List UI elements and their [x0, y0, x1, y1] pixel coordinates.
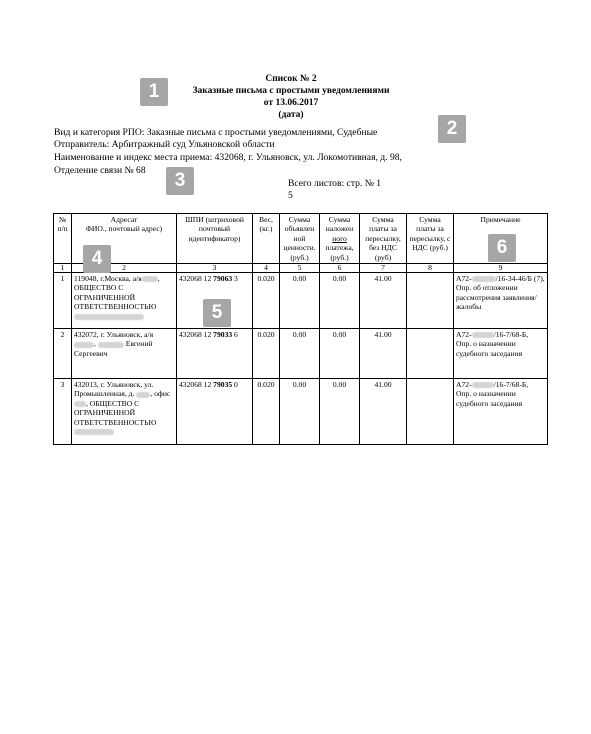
redaction-mark	[74, 342, 94, 348]
note-part: А72-	[456, 380, 472, 390]
row-fee-vat	[407, 329, 454, 379]
header-declared-line2: (руб.)	[290, 252, 309, 262]
index-cell: 4	[253, 264, 280, 273]
row-weight: 0.020	[253, 273, 280, 329]
addr-part: 432013, г. Ульяновск, ул. Промышленная, д.	[74, 380, 154, 399]
note-part: /16-34-46/Б (7), Опр. об отложении рассмотрения заявления/жалобы	[456, 274, 545, 312]
sender: Отправитель: Арбитражный суд Ульяновской области	[54, 139, 275, 150]
index-cell: 5	[280, 264, 320, 273]
redaction-mark	[74, 401, 86, 407]
index-cell: 8	[407, 264, 454, 273]
mail-register-table	[53, 213, 548, 445]
row-weight: 0.020	[253, 329, 280, 379]
row-num: 1	[54, 273, 72, 329]
addr-part: 119048, г.Москва, а/я	[74, 274, 142, 284]
annotation-badge-5: 5	[203, 299, 231, 327]
annotation-badge-1: 1	[140, 78, 168, 106]
addr-part: Евгений Сергеевич	[74, 339, 153, 358]
note-part: /16-7/68-Б, Опр. о назначении судебного заседания	[456, 380, 529, 408]
sheets-label: Всего листов: стр. № 1	[288, 178, 382, 189]
list-number: Список № 2	[265, 74, 317, 84]
redaction-mark	[472, 332, 494, 338]
note-part: А72-	[456, 330, 472, 340]
column-index-row	[54, 264, 548, 273]
shpi-bold: 79033	[213, 330, 233, 340]
addr-part: , ОБЩЕСТВО С ОГРАНИЧЕННОЙ ОТВЕТСТВЕННОСТЬЮ	[74, 274, 160, 312]
annotation-badge-4: 4	[83, 245, 111, 273]
sheets-block	[288, 178, 381, 202]
list-title-block	[160, 73, 422, 121]
shpi-suffix: 0	[232, 380, 238, 390]
row-note	[454, 329, 548, 379]
header-declared-line1: Сумма объявлен ной ценности.	[283, 215, 316, 253]
row-declared: 0.00	[280, 329, 320, 379]
note-part: /16-7/68-Б, Опр. о назначении судебного заседания	[456, 330, 529, 358]
note-part: А72-	[456, 274, 472, 284]
shpi-prefix: 432068 12	[179, 330, 214, 340]
header-shpi: ШПИ (штриховой почтовый идентификатор)	[177, 214, 253, 264]
index-cell: 7	[360, 264, 407, 273]
header-addressee-line1: Адресат	[110, 215, 138, 224]
index-cell: 2	[72, 264, 177, 273]
header-cod-line1: Сумма наложен	[325, 215, 354, 234]
row-fee-no-vat: 41.00	[360, 273, 407, 329]
index-cell: 1	[54, 264, 72, 273]
row-fee-vat	[407, 273, 454, 329]
row-cod: 0.00	[320, 379, 360, 445]
acceptance-place: Наименование и индекс места приема: 432068, г. Ульяновск, ул. Локомотивная, д. 98,	[54, 152, 402, 163]
table-header-row	[54, 214, 548, 264]
shpi-bold: 79035	[213, 380, 233, 390]
row-note	[454, 379, 548, 445]
sheets-count: 5	[288, 190, 293, 201]
row-num: 2	[54, 329, 72, 379]
annotation-badge-6: 6	[488, 234, 516, 262]
row-note	[454, 273, 548, 329]
row-shpi	[177, 329, 253, 379]
header-cod	[320, 214, 360, 264]
header-num: № п/п	[54, 214, 72, 264]
header-cod-line3: платежа, (руб.)	[325, 243, 354, 262]
row-fee-no-vat: 41.00	[360, 329, 407, 379]
header-weight: Вес, (кг.)	[253, 214, 280, 264]
shpi-prefix: 432068 12	[179, 380, 214, 390]
annotation-badge-2: 2	[438, 115, 466, 143]
shpi-prefix: 432068 12	[179, 274, 214, 284]
list-type: Заказные письма с простыми уведомлениями	[192, 86, 390, 96]
list-date: от 13.06.2017	[263, 98, 319, 108]
redaction-mark	[74, 314, 144, 320]
shpi-suffix: 3	[232, 274, 238, 284]
redaction-mark	[142, 276, 158, 282]
redaction-mark	[472, 276, 496, 282]
row-shpi	[177, 379, 253, 445]
table-row	[54, 273, 548, 329]
row-fee-vat	[407, 379, 454, 445]
annotation-badge-3: 3	[166, 167, 194, 195]
addr-part: , ОБЩЕСТВО С ОГРАНИЧЕННОЙ ОТВЕТСТВЕННОСТЬЮ	[74, 398, 157, 427]
header-fee-no-vat: Сумма платы за пересылку, без НДС (руб)	[360, 214, 407, 264]
index-cell: 3	[177, 264, 253, 273]
redaction-mark	[98, 342, 124, 348]
header-fee-vat: Сумма платы за пересылку, с НДС (руб.)	[407, 214, 454, 264]
shpi-bold: 79063	[213, 274, 233, 284]
row-cod: 0.00	[320, 273, 360, 329]
redaction-mark	[472, 382, 494, 388]
table-row	[54, 329, 548, 379]
row-declared: 0.00	[280, 379, 320, 445]
date-caption: (дата)	[278, 110, 304, 120]
row-addressee: 432013, г. Ульяновск, ул. Промышленная, д. , офис , ОБЩЕСТВО С ОГРАНИЧЕННОЙ ОТВЕТСТВЕННОСТЬЮ	[72, 379, 177, 445]
header-declared-value	[280, 214, 320, 264]
row-weight: 0.020	[253, 379, 280, 445]
rpo-category: Вид и категория РПО: Заказные письма с простыми уведомлениями, Судебные	[54, 127, 378, 138]
shpi-suffix: 6	[232, 330, 238, 340]
row-fee-no-vat: 41.00	[360, 379, 407, 445]
index-cell: 9	[454, 264, 548, 273]
post-office: Отделение связи № 68	[54, 165, 146, 176]
row-cod: 0.00	[320, 329, 360, 379]
redaction-mark	[74, 429, 114, 435]
header-cod-line2: ного	[332, 233, 347, 243]
index-cell: 6	[320, 264, 360, 273]
row-declared: 0.00	[280, 273, 320, 329]
row-addressee	[72, 273, 177, 329]
header-note: Примечание	[454, 214, 548, 264]
redaction-mark	[136, 392, 150, 398]
addr-part: 432072, г. Ульяновск, а/я	[74, 330, 154, 340]
header-addressee-line2: ФИО., почтовый адрес)	[85, 224, 163, 234]
table-row	[54, 379, 548, 445]
row-addressee: 432072, г. Ульяновск, а/я , Евгений Сергеевич	[72, 329, 177, 379]
row-num: 3	[54, 379, 72, 445]
addr-part: офис	[152, 389, 171, 399]
